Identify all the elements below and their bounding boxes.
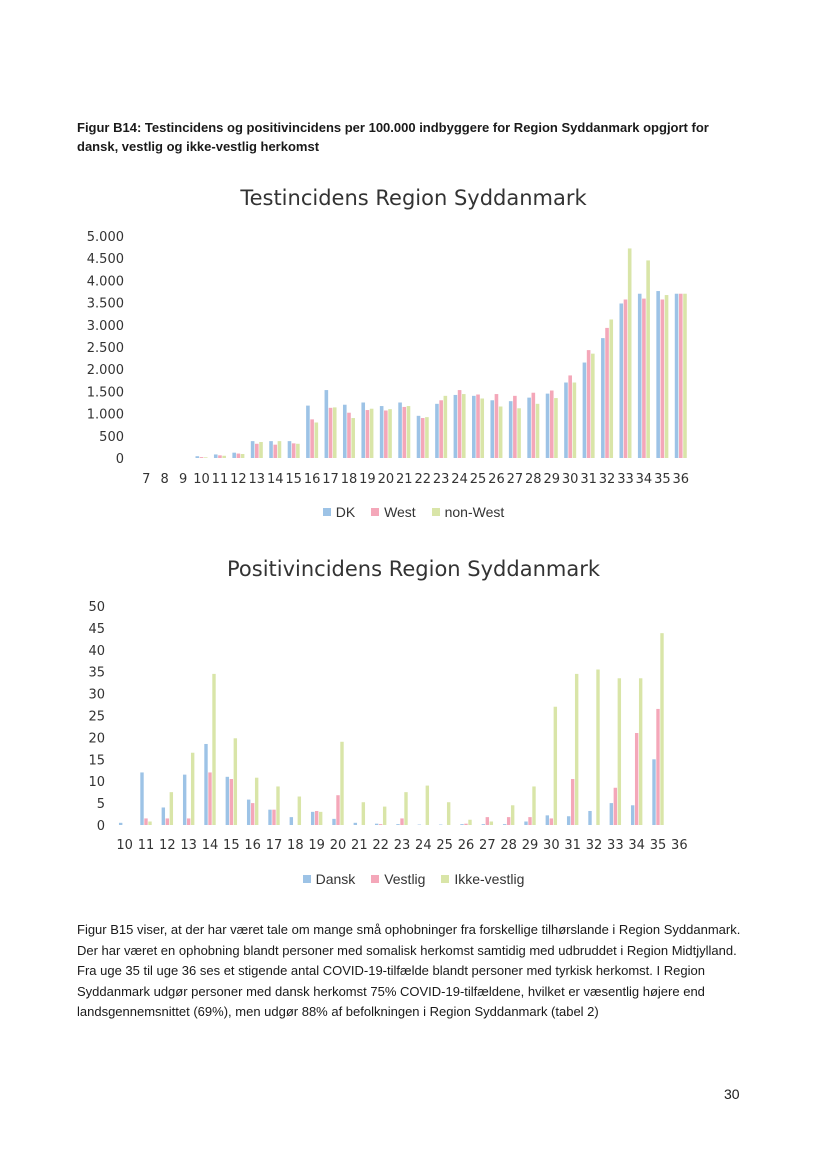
bar-ikke-vestlig-26 [468, 820, 471, 825]
x-tick-label: 32 [598, 472, 616, 487]
y-tick-label: 2.500 [86, 341, 124, 356]
x-tick-label: 20 [377, 472, 395, 487]
bar-ikke-vestlig-14 [212, 674, 215, 825]
bar-ikke-vestlig-30 [554, 707, 557, 825]
y-tick-label: 3.000 [86, 318, 124, 334]
x-tick-label: 13 [180, 838, 197, 853]
x-tick-label: 17 [265, 838, 283, 853]
bar-vestlig-19 [315, 811, 318, 825]
bar-vestlig-33 [614, 788, 617, 825]
y-tick-label: 20 [88, 731, 105, 747]
x-tick-label: 32 [585, 838, 603, 853]
bar-dansk-27 [482, 824, 485, 825]
x-tick-label: 30 [543, 838, 560, 853]
legend-item-non-west: non-West [432, 504, 505, 520]
bar-ikke-vestlig-13 [191, 753, 194, 825]
x-tick-label: 29 [521, 838, 539, 853]
bar-dansk-22 [375, 824, 378, 825]
x-tick-label: 28 [500, 838, 517, 853]
bar-dansk-31 [567, 816, 570, 825]
bar-vestlig-26 [464, 824, 467, 825]
x-tick-label: 26 [457, 838, 475, 853]
x-tick-label: 10 [193, 472, 210, 487]
legend-swatch-ikke-vestlig [441, 875, 449, 883]
bar-vestlig-22 [379, 824, 382, 825]
bar-dansk-34 [631, 805, 634, 825]
y-tick-label: 40 [88, 643, 105, 659]
x-tick-label: 20 [329, 838, 347, 853]
bar-dansk-29 [524, 822, 527, 826]
bar-vestlig-35 [656, 709, 659, 825]
y-tick-label: 1.000 [86, 407, 124, 423]
bar-vestlig-13 [187, 818, 190, 825]
x-tick-label: 19 [308, 838, 325, 853]
x-tick-label: 22 [372, 838, 389, 853]
y-tick-label: 1.500 [86, 385, 124, 401]
bar-vestlig-28 [507, 817, 510, 825]
x-tick-label: 21 [351, 838, 368, 853]
x-tick-label: 17 [322, 472, 339, 487]
y-tick-label: 5.000 [86, 230, 124, 245]
x-tick-label: 26 [488, 472, 505, 487]
x-tick-label: 33 [607, 838, 624, 853]
x-tick-label: 31 [564, 838, 581, 853]
bar-ikke-vestlig-31 [575, 674, 578, 825]
bar-vestlig-29 [528, 817, 531, 825]
x-tick-label: 23 [432, 472, 450, 487]
bar-dansk-13 [183, 775, 186, 825]
bar-ikke-vestlig-27 [490, 822, 493, 826]
bar-ikke-vestlig-21 [362, 802, 365, 825]
x-tick-label: 28 [525, 472, 542, 487]
x-tick-label: 16 [303, 472, 321, 487]
y-tick-label: 0 [96, 819, 105, 834]
x-tick-label: 11 [137, 838, 155, 853]
x-tick-label: 18 [287, 838, 304, 853]
x-tick-label: 12 [159, 838, 176, 853]
bar-ikke-vestlig-19 [319, 812, 322, 825]
bar-vestlig-34 [635, 733, 638, 825]
y-tick-label: 3.500 [86, 296, 124, 312]
chart1-title: Testincidens Region Syddanmark [240, 186, 587, 210]
bar-ikke-vestlig-20 [340, 742, 343, 825]
bar-ikke-vestlig-32 [596, 670, 599, 825]
x-tick-label: 15 [223, 838, 240, 853]
y-tick-label: 25 [88, 709, 105, 725]
bar-dansk-10 [119, 823, 122, 825]
y-tick-label: 0 [115, 452, 124, 467]
bar-ikke-vestlig-28 [511, 805, 514, 825]
bar-ikke-vestlig-33 [618, 678, 621, 825]
bar-vestlig-20 [336, 795, 339, 825]
y-tick-label: 50 [88, 600, 105, 615]
bar-vestlig-27 [486, 817, 489, 825]
y-tick-label: 30 [88, 687, 105, 703]
bar-vestlig-23 [400, 818, 403, 825]
x-tick-label: 36 [671, 838, 688, 853]
bar-vestlig-12 [166, 818, 169, 825]
bar-ikke-vestlig-23 [404, 792, 407, 825]
x-tick-label: 30 [561, 472, 579, 487]
x-tick-label: 8 [160, 472, 169, 487]
x-tick-label: 15 [285, 472, 302, 487]
bar-dansk-28 [503, 824, 506, 825]
x-tick-label: 14 [266, 472, 284, 487]
bar-dansk-20 [332, 819, 335, 825]
bar-vestlig-16 [251, 803, 254, 825]
bar-dansk-14 [204, 744, 207, 825]
bar-ikke-vestlig-29 [532, 786, 535, 825]
bar-vestlig-11 [144, 818, 147, 825]
bar-dansk-30 [546, 815, 549, 825]
legend-item-vestlig: Vestlig [371, 871, 425, 887]
bar-vestlig-14 [208, 772, 211, 825]
bar-ikke-vestlig-34 [639, 678, 642, 825]
bar-ikke-vestlig-15 [234, 738, 237, 825]
x-tick-label: 35 [649, 838, 667, 853]
x-tick-label: 27 [506, 472, 524, 487]
legend-item-dansk: Dansk [303, 871, 356, 887]
page-number: 30 [724, 1086, 740, 1102]
y-tick-label: 10 [88, 775, 105, 791]
bar-dansk-33 [610, 803, 613, 825]
bar-vestlig-31 [571, 779, 574, 825]
bar-ikke-vestlig-17 [276, 786, 279, 825]
bar-vestlig-15 [230, 779, 233, 825]
bar-dansk-19 [311, 812, 314, 825]
y-tick-label: 2.000 [86, 363, 124, 379]
x-tick-label: 21 [396, 472, 413, 487]
x-tick-label: 36 [672, 472, 690, 487]
x-tick-label: 33 [617, 472, 634, 487]
chart2-title: Positivincidens Region Syddanmark [226, 557, 601, 581]
bar-dansk-15 [226, 777, 229, 825]
bar-dansk-32 [588, 811, 591, 825]
x-tick-label: 34 [635, 472, 653, 487]
y-tick-label: 45 [88, 621, 105, 637]
bar-ikke-vestlig-24 [426, 786, 429, 825]
x-tick-label: 19 [359, 472, 376, 487]
y-tick-label: 4.500 [86, 252, 124, 268]
bar-dansk-26 [460, 824, 463, 825]
bar-dansk-17 [268, 810, 271, 825]
x-tick-label: 25 [436, 838, 453, 853]
bar-ikke-vestlig-35 [660, 633, 663, 825]
bar-ikke-vestlig-12 [170, 792, 173, 825]
y-tick-label: 4.000 [86, 274, 124, 290]
y-tick-label: 5 [96, 797, 105, 813]
chart2-legend [0, 871, 827, 887]
legend-item-ikke-vestlig: Ikke-vestlig [441, 871, 524, 887]
x-tick-label: 11 [211, 472, 229, 487]
legend-swatch-vestlig [371, 875, 379, 883]
x-tick-label: 31 [580, 472, 597, 487]
x-tick-label: 13 [248, 472, 266, 487]
legend-item-dk: DK [323, 504, 355, 520]
bar-vestlig-17 [272, 810, 275, 825]
bar-dansk-12 [162, 807, 165, 825]
figure-caption: Figur B14: Testincidens og positivincidens per 100.000 indbyggere for Region Syddanmark opgjort for dansk, vestlig og ikke-vestlig herkomst [77, 120, 709, 154]
x-tick-label: 9 [178, 472, 188, 487]
bar-dansk-11 [140, 772, 143, 825]
bar-ikke-vestlig-22 [383, 807, 386, 825]
y-tick-label: 500 [99, 429, 124, 445]
x-tick-label: 29 [543, 472, 561, 487]
x-tick-label: 35 [654, 472, 671, 487]
y-tick-label: 15 [88, 753, 105, 769]
x-tick-label: 34 [628, 838, 645, 853]
x-tick-label: 23 [393, 838, 411, 853]
x-tick-label: 7 [142, 472, 151, 487]
x-tick-label: 12 [230, 472, 247, 487]
y-tick-label: 35 [88, 665, 105, 681]
bar-ikke-vestlig-25 [447, 802, 450, 825]
x-tick-label: 10 [116, 838, 133, 853]
x-tick-label: 27 [479, 838, 496, 853]
x-tick-label: 18 [340, 472, 358, 487]
bar-ikke-vestlig-16 [255, 778, 258, 825]
x-tick-label: 14 [201, 838, 219, 853]
bar-dansk-23 [396, 824, 399, 825]
legend-item-west: West [371, 504, 416, 520]
body-paragraph: Figur B15 viser, at der har været tale om mange små ophobninger fra forskellige tilhørslande i Region Syddanmark. Der har været en ophobning blandt personer med somalisk herkomst samtidig med udbruddet i Region Midtjylland. Fra uge 35 til uge 36 ses et stigende antal COVID-19-tilfælde blandt personer med tyrkisk herkomst. I Region Syddanmark udgør personer med dansk herkomst 75% COVID-19-tilfældene, hvilket er væsentlig højere end landsgennemsnittet (69%), men udgør 88% af befolkningen i Region Syddanmark (tabel 2) [77, 922, 741, 1019]
bar-dansk-18 [290, 817, 293, 825]
x-tick-label: 16 [244, 838, 261, 853]
x-tick-label: 25 [469, 472, 487, 487]
bar-ikke-vestlig-11 [148, 822, 151, 826]
bar-vestlig-30 [550, 818, 553, 825]
bar-dansk-21 [354, 823, 357, 825]
bar-dansk-35 [652, 759, 655, 825]
legend-swatch-dansk [303, 875, 311, 883]
bar-dansk-16 [247, 800, 250, 825]
x-tick-label: 22 [414, 472, 431, 487]
x-tick-label: 24 [451, 472, 468, 487]
bar-ikke-vestlig-18 [298, 797, 301, 825]
x-tick-label: 24 [415, 838, 432, 853]
